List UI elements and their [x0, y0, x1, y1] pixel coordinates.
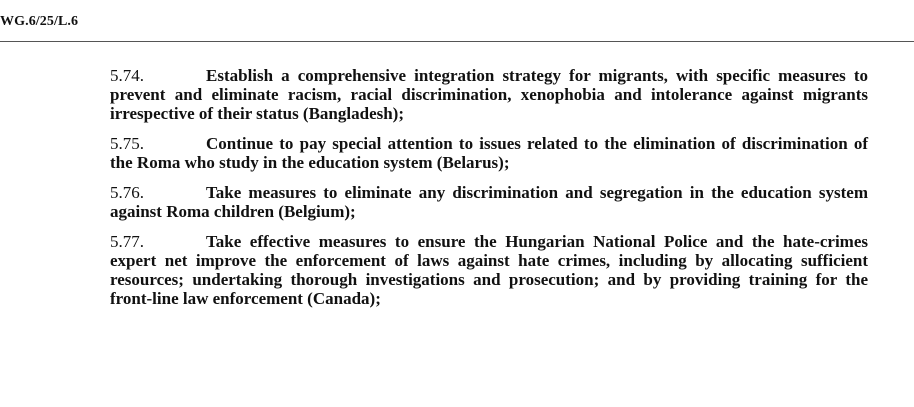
recommendations-list: [110, 66, 868, 319]
recommendation-number: 5.77.: [110, 232, 144, 251]
recommendation-text: Establish a comprehensive integration strategy for migrants, with specific measures to prevent and eliminate racism, racial discrimination, xenophobia and intolerance against migrants irrespective of their status (Bangladesh);: [110, 66, 868, 123]
recommendation-text: Take measures to eliminate any discrimination and segregation in the education system against Roma children (Belgium);: [110, 183, 868, 221]
recommendation-number: 5.75.: [110, 134, 144, 153]
recommendation-text: Take effective measures to ensure the Hungarian National Police and the hate-crimes expert net improve the enforcement of laws against hate crimes, including by allocating sufficient resources; undertaking thorough investigations and prosecution; and by providing training for the front-line law enforcement (Canada);: [110, 232, 868, 308]
recommendation-item: [110, 183, 868, 221]
recommendation-text: Continue to pay special attention to issues related to the elimination of discrimination of the Roma who study in the education system (Belarus);: [110, 134, 868, 172]
recommendation-item: [110, 134, 868, 172]
recommendation-number: 5.74.: [110, 66, 144, 85]
recommendation-number: 5.76.: [110, 183, 144, 202]
recommendation-item: [110, 66, 868, 123]
document-header: [0, 0, 914, 42]
recommendation-item: [110, 232, 868, 308]
document-symbol: WG.6/25/L.6: [0, 14, 79, 29]
